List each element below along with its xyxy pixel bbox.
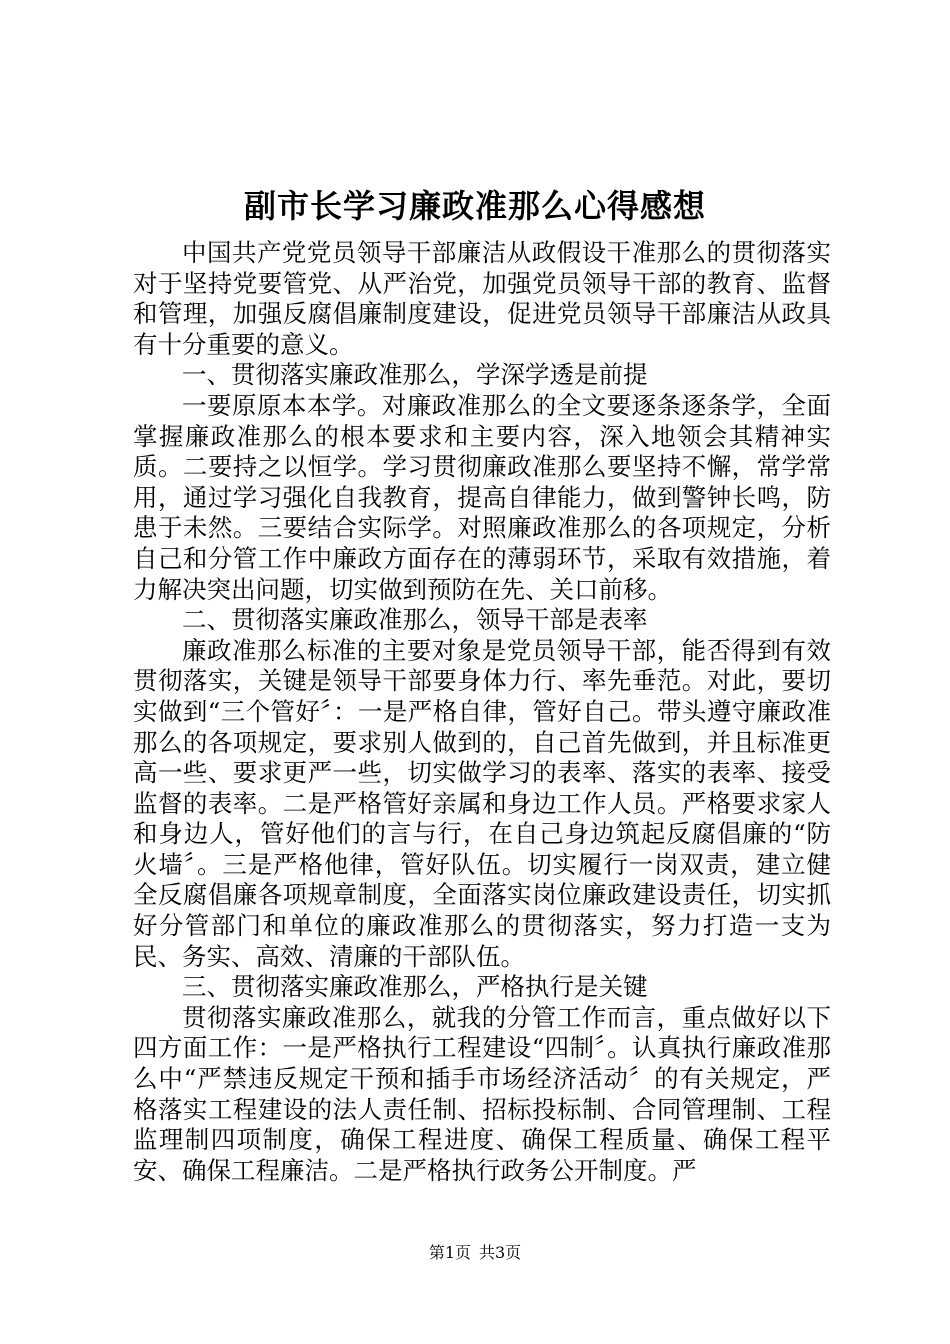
intro-paragraph: 中国共产党党员领导干部廉洁从政假设干准那么的贯彻落实对于坚持党要管党、从严治党，加强党员领导干部的教育、监督和管理，加强反腐倡廉制度建设，促进党员领导干部廉洁从政具有十分重要的意义。 <box>133 238 831 359</box>
section-paragraph-2: 廉政准那么标准的主要对象是党员领导干部，能否得到有效贯彻落实，关键是领导干部要身体力行、率先垂范。对此，要切实做到“三个管好〞：一是严格自律，管好自己。带头遵守廉政准那么的各项规定，要求别人做到的，自己首先做到，并且标准更高一些、要求更严一些，切实做学习的表率、落实的表率、接受监督的表率。二是严格管好亲属和身边工作人员。严格要求家人和身边人，管好他们的言与行，在自己身边筑起反腐倡廉的“防火墙〞。三是严格他律，管好队伍。切实履行一岗双责，建立健全反腐倡廉各项规章制度，全面落实岗位廉政建设责任，切实抓好分管部门和单位的廉政准那么的贯彻落实，努力打造一支为民、务实、高效、清廉的干部队伍。 <box>133 635 831 971</box>
section-heading-3: 三、贯彻落实廉政准那么，严格执行是关键 <box>182 972 648 1002</box>
page-number: 第1页 <box>428 1243 471 1262</box>
document-body <box>133 238 831 1186</box>
section-paragraph-3: 贯彻落实廉政准那么，就我的分管工作而言，重点做好以下四方面工作：一是严格执行工程建设“四制〞。认真执行廉政准那么中“严禁违反规定干预和插手市场经济活动〞的有关规定，严格落实工程建设的法人责任制、招标投标制、合同管理制、工程监理制四项制度，确保工程进度、确保工程质量、确保工程平安、确保工程廉洁。二是严格执行政务公开制度。严 <box>133 1002 831 1185</box>
document-title: 副市长学习廉政准那么心得感想 <box>243 187 706 225</box>
section-heading-1: 一、贯彻落实廉政准那么，学深学透是前提 <box>182 360 648 390</box>
page-footer <box>0 1242 950 1264</box>
section-paragraph-1: 一要原原本本学。对廉政准那么的全文要逐条逐条学，全面掌握廉政准那么的根本要求和主要内容，深入地领会其精神实质。二要持之以恒学。学习贯彻廉政准那么要坚持不懈，常学常用，通过学习强化自我教育，提高自律能力，做到警钟长鸣，防患于未然。三要结合实际学。对照廉政准那么的各项规定，分析自己和分管工作中廉政方面存在的薄弱环节，采取有效措施，着力解决突出问题，切实做到预防在先、关口前移。 <box>133 390 831 604</box>
section-heading-2: 二、贯彻落实廉政准那么，领导干部是表率 <box>182 605 648 635</box>
page-total: 共3页 <box>479 1243 522 1262</box>
